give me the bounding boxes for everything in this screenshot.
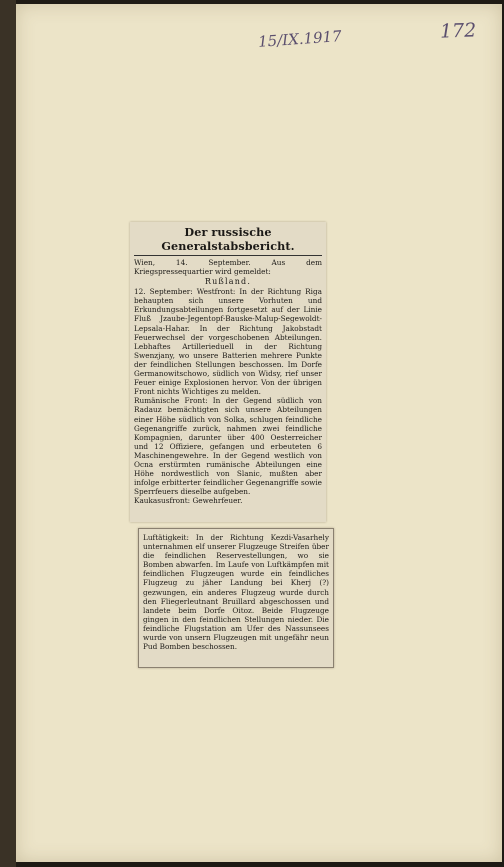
newspaper-clipping-report bbox=[130, 222, 326, 522]
newspaper-clipping-air-activity bbox=[138, 528, 334, 668]
romanian-front-paragraph: Rumänische Front: In der Gegend südlich von Radauz bemächtigten sich unsere Abteilungen einer Höhe südlich von Solka, schlugen feindliche Gegenangriffe zurück, nahmen zwei feindliche Kompagnien, darunter über 400 Oesterreicher und 12 Offiziere, gefangen und erbeuteten 6 Maschinengewehre. In der Gegend westlich von Ocna erstürmten rumänische Abteilungen eine Höhe nordwestlich von Slanic, mußten aber infolge erbitterter feindlicher Gegenangriffe sowie Sperrfeuers dieselbe aufgeben. bbox=[134, 396, 322, 497]
caucasus-front-paragraph: Kaukasusfront: Gewehrfeuer. bbox=[134, 496, 243, 506]
section-title: Rußland. bbox=[204, 277, 252, 287]
headline-rule bbox=[134, 255, 322, 256]
handwritten-date: 15/IX.1917 bbox=[257, 27, 343, 51]
scan-edge bbox=[0, 0, 16, 867]
westfront-paragraph: 12. September: Westfront: In der Richtung Riga behaupten sich unsere Vorhuten und Erkundungsabteilungen fortgesetzt auf der Linie Fluß Jzaube-Jegentopf-Bauske-Malup-Segewoldt-Lepsala-Hahar. In der Richtung Jakobstadt Feuerwechsel der vorgeschobenen Abteilungen. Lebhaftes Artillerieduell in der Richtung Swenzjany, wo unsere Batterien mehrere Punkte der feindlichen Stellungen beschossen. Im Dorfe Germanowitschowo, südlich von Widsy, rief unser Feuer einige Explosionen hervor. Von der übrigen Front nichts Wichtiges zu melden. bbox=[134, 287, 322, 397]
dateline: Wien, 14. September. Aus dem Kriegspressequartier wird gemeldet: bbox=[134, 258, 322, 277]
folio-number: 172 bbox=[439, 19, 477, 43]
air-activity-paragraph: Luftätigkeit: In der Richtung Kezdi-Vasarhely unternahmen elf unserer Flugzeuge Streifen über die feindlichen Reservestellungen, wo sie Bomben abwarfen. Im Laufe von Luftkämpfen mit feindlichen Flugzeugen wurde ein feindliches Flugzeug zu jäher Landung bei Kherj (?) gezwungen, ein anderes Flugzeug wurde durch den Fliegerleutnant Bruillard abgeschossen und landete beim Dorfe Oitoz. Beide Flugzeuge gingen in den feindlichen Stellungen nieder. Die feindliche Flugstation am Ufer des Nassunsees wurde von unsern Flugzeugen mit ungefähr neun Pud Bomben beschossen. bbox=[143, 533, 329, 652]
clipping-headline: Der russische Generalstabsbericht. bbox=[161, 225, 295, 253]
